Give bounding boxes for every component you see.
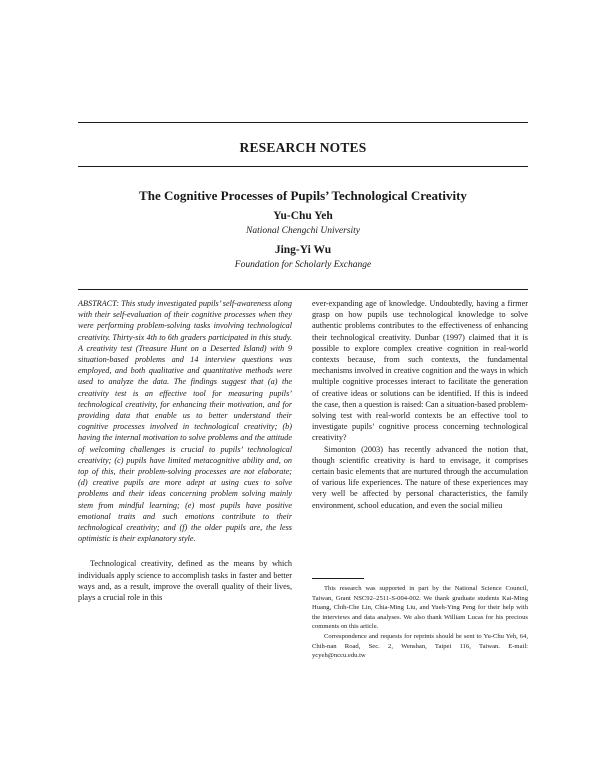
author-name: Yu-Chu Yeh xyxy=(273,210,333,222)
right-column xyxy=(312,298,528,511)
left-column xyxy=(78,298,292,603)
section-title: RESEARCH NOTES xyxy=(239,140,367,155)
top-rule xyxy=(78,122,528,123)
footnote: Correspondence and requests for reprints should be sent to Yu-Chu Yeh, 64, Chih-nan Road, Sec. 2, Wenshan, Taipei 116, Taiwan. E-mail: ycyeh@nccu.edu.tw xyxy=(312,632,528,660)
body-paragraph: ever-expanding age of knowledge. Undoubtedly, having a firmer grasp on how pupils use technological knowledge to solve authentic problems contributes to the effectiveness of enhancing their technological creativity. Dunbar (1997) claimed that it is possible to explore complex creative cognition in real-world contexts because, from such contexts, the fundamental mechanisms involved in creative cognition and the ways in which multiple cognitive processes interact to facilitate the generation of creative ideas or solutions can be identified. If this is indeed the case, then a question is raised: Can a situation-based problem-solving test with real-world contexts be an effective tool to investigate pupils’ cognitive process concerning technological creativity? xyxy=(312,299,528,443)
footnotes xyxy=(312,584,528,661)
author-affiliation: Foundation for Scholarly Exchange xyxy=(234,260,372,270)
footnote: This research was supported in part by the National Science Council, Taiwan, Grant NSC92–2511-S-004-002. We thank graduate students Kai-Ming Huang, Chih-Che Lin, Chia-Ming Liu, and Yueh-Ying Peng for their help with the interviews and data analyses. We also thank William Lucas for his precious comments on this article. xyxy=(312,585,528,631)
abstract: ABSTRACT: This study investigated pupils’ self-awareness along with their self-evaluation of their cognitive processes when they were performing problem-solving tasks involving technological creativity. Thirty-six 4th to 6th graders participated in this study. A creativity test (Treasure Hunt on a Deserted Island) with 9 situation-based problems and 14 interview questions was employed, and both qualitative and quantitative methods were used to analyze the data. The findings suggest that (a) the creativity test is an effective tool for measuring pupils’ technological creativity, for enhancing their motivation, and for providing data that enable us to better understand their cognitive processes involved in technological creativity; (b) having the internal motivation to solve problems and the attitude of welcoming challenges is crucial to pupils’ technological creativity; (c) pupils have limited metacognitive ability and, on top of this, their problem-solving processes are not elaborate; (d) creative pupils are more adept at using cues to solve problems and their ideas concerning problem solving mainly stem from mindful learning; (e) most pupils have positive emotional traits and such emotions contribute to their technological creativity; and (f) the older pupils are, the less optimistic is their explanatory style. xyxy=(78,299,292,544)
paper-title: The Cognitive Processes of Pupils’ Technological Creativity xyxy=(139,188,467,203)
author-name: Jing-Yi Wu xyxy=(274,244,332,256)
section-rule xyxy=(78,166,528,167)
footnote-rule xyxy=(312,578,364,579)
author-affiliation: National Chengchi University xyxy=(246,226,360,236)
body-paragraph: Simonton (2003) has recently advanced the notion that, though scientific creativity is hard to envisage, it comprises certain basic elements that are nurtured through the accumulation of various life experiences. The nature of these experiences may very well be affected by personal characteristics, the family environment, school education, and even the social milieu xyxy=(312,444,528,510)
intro-paragraph: Technological creativity, defined as the means by which individuals apply science to accomplish tasks in faster and better ways and, as a result, improve the overall quality of their lives, plays a crucial role in this xyxy=(78,559,292,603)
header-rule xyxy=(78,289,528,290)
